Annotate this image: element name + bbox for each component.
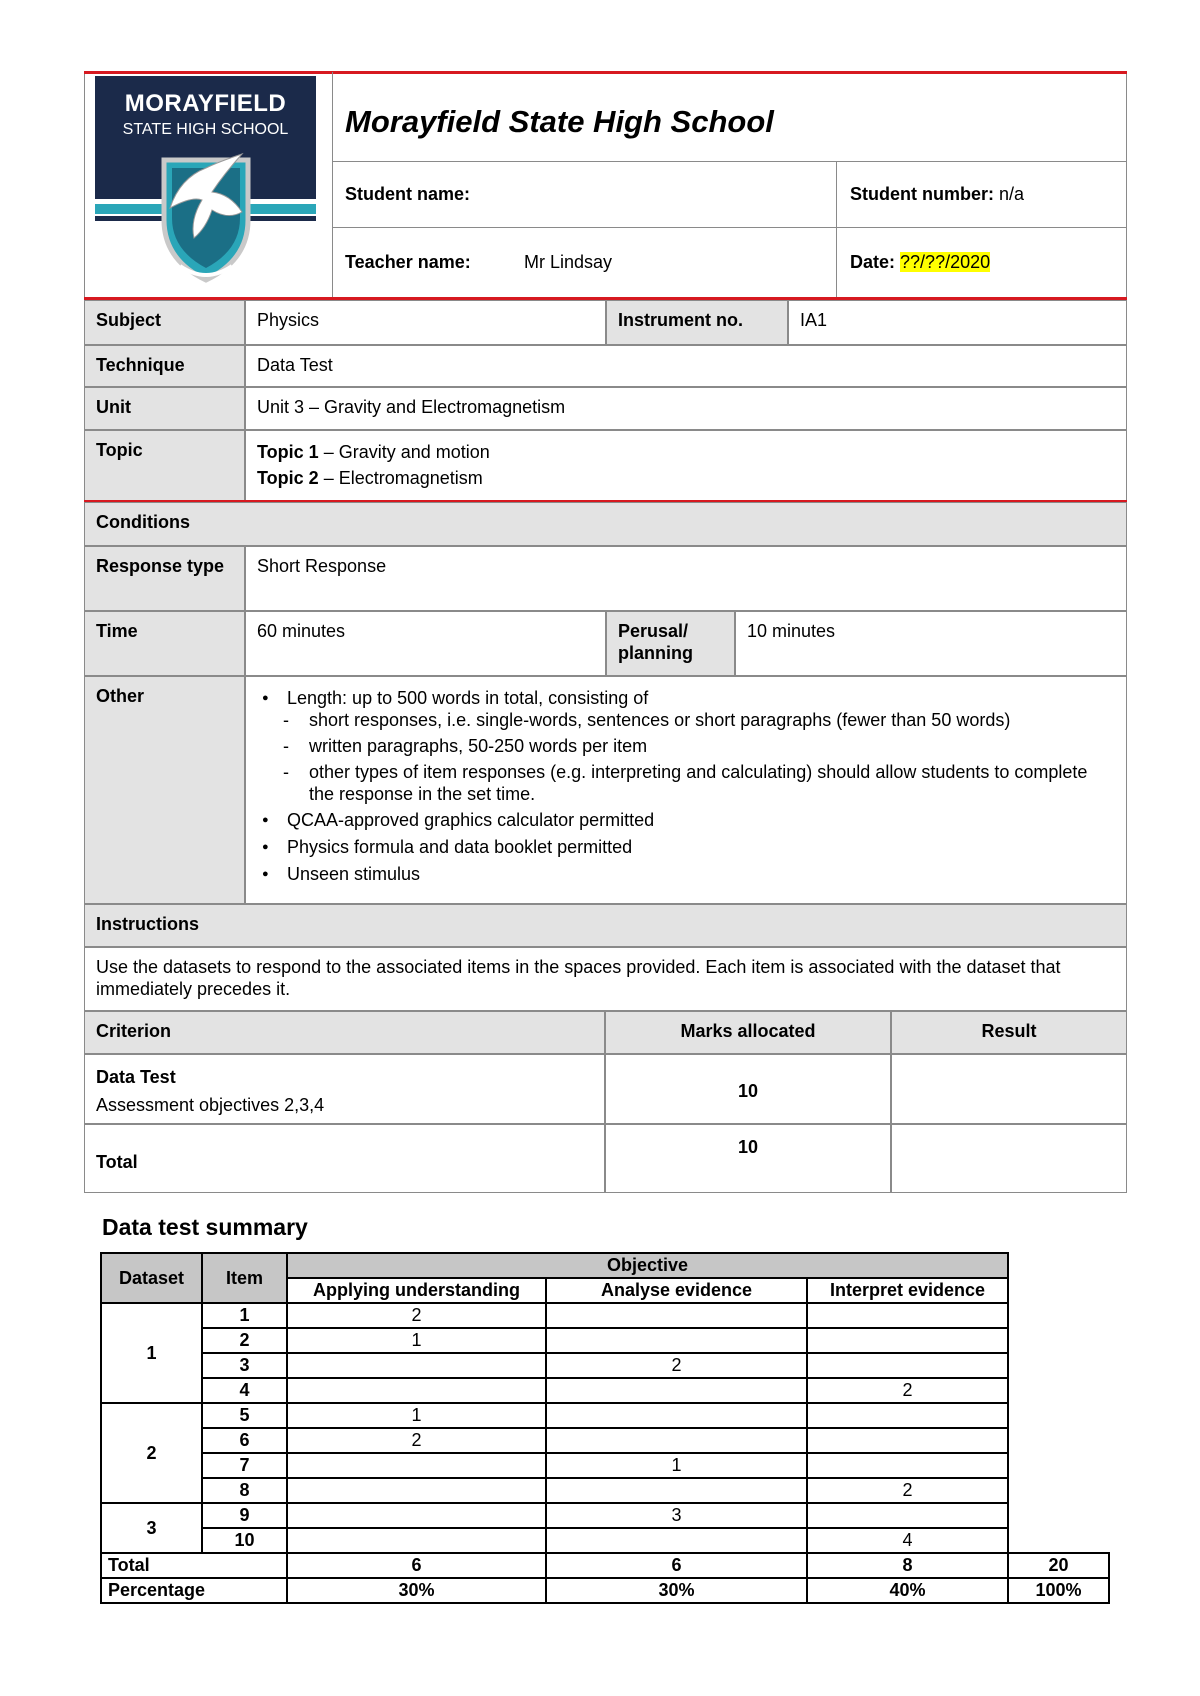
other-label: Other [84,676,245,904]
table-row [101,1453,1109,1478]
table-cell [546,1428,807,1453]
table-cell: 2 [287,1428,546,1453]
table-cell [546,1478,807,1503]
school-title: Morayfield State High School [345,104,774,139]
table-cell: 8 [202,1478,287,1503]
other-list [257,687,1115,885]
table-cell: 6 [202,1428,287,1453]
table-cell [807,1328,1008,1353]
time-value: 60 minutes [245,611,606,676]
table-cell [807,1453,1008,1478]
table-cell [807,1303,1008,1328]
summary-heading: Data test summary [102,1214,308,1240]
table-cell: Total [101,1553,287,1578]
table-cell: 3 [202,1353,287,1378]
table-cell: 6 [546,1553,807,1578]
table-cell: 2 [546,1353,807,1378]
topic-line: Topic 2 – Electromagnetism [257,468,483,488]
total-result[interactable] [891,1124,1127,1193]
table-row [101,1403,1109,1428]
table-cell: 1 [546,1453,807,1478]
list-item: ● Length: up to 500 words in total, consisting of - short responses, i.e. single-words, sentences or short paragraphs (fewer than 50 words) - written paragraphs, 50-250 words per item - other types of item responses (e.g. interpreting and calculating) should allow students to complete the response in the set time. [287,687,1115,805]
marks-allocated-header: Marks allocated [605,1011,891,1054]
list-item: - short responses, i.e. single-words, sentences or short paragraphs (fewer than 50 words) [309,709,1115,731]
result-data-test[interactable] [891,1054,1127,1124]
table-row [101,1428,1109,1453]
table-row [101,1503,1109,1528]
table-cell [1008,1278,1109,1303]
table-cell: 5 [202,1403,287,1428]
table-cell: 8 [807,1553,1008,1578]
table-cell: 40% [807,1578,1008,1603]
table-cell [807,1403,1008,1428]
technique-value: Data Test [245,345,1127,387]
table-cell [1008,1428,1109,1453]
table-cell [546,1378,807,1403]
table-cell: 100% [1008,1578,1109,1603]
table-cell: 2 [287,1303,546,1328]
table-cell: 20 [1008,1553,1109,1578]
perusal-value: 10 minutes [735,611,1127,676]
dataset-cell: 1 [101,1303,202,1403]
summary-percentage-row [101,1578,1109,1603]
table-cell [1008,1378,1109,1403]
eagle-shield-icon [150,138,262,286]
table-cell: 1 [202,1303,287,1328]
table-cell: 3 [546,1503,807,1528]
table-cell [1008,1453,1109,1478]
student-number-field[interactable] [850,184,1024,205]
other-value [245,676,1127,904]
table-cell [1008,1528,1109,1553]
date-value: ??/??/2020 [900,252,991,272]
dataset-header: Dataset [101,1253,202,1303]
table-cell: 4 [807,1528,1008,1553]
table-cell: Percentage [101,1578,287,1603]
teacher-name-label: Teacher name: [345,252,471,272]
table-cell: 1 [287,1403,546,1428]
table-cell [546,1328,807,1353]
table-cell: 2 [807,1378,1008,1403]
subject-value: Physics [245,300,606,345]
topic-line: Topic 1 – Gravity and motion [257,442,490,462]
table-cell [807,1353,1008,1378]
topic-label: Topic [84,430,245,501]
marks-data-test: 10 [605,1054,891,1124]
date-field[interactable] [850,252,990,273]
teacher-name-value[interactable]: Mr Lindsay [524,252,613,272]
applying-header: Applying understanding [287,1278,546,1303]
student-number-value: n/a [999,184,1025,204]
total-label: Total [84,1124,605,1193]
list-item: ● Physics formula and data booklet permitted [287,836,1115,858]
unit-value: Unit 3 – Gravity and Electromagnetism [245,387,1127,430]
topic-value [245,430,1127,501]
school-logo: MORAYFIELD STATE HIGH SCHOOL [95,76,316,290]
analyse-header: Analyse evidence [546,1278,807,1303]
criterion-header: Criterion [84,1011,605,1054]
subject-label: Subject [84,300,245,345]
table-cell: 4 [202,1378,287,1403]
total-marks: 10 [605,1124,891,1193]
table-cell [1008,1403,1109,1428]
table-cell [807,1428,1008,1453]
header-top-rule [84,71,1127,74]
criterion-data-test: Data Test Assessment objectives 2,3,4 [84,1054,605,1124]
table-cell [287,1353,546,1378]
interpret-header: Interpret evidence [807,1278,1008,1303]
table-cell [807,1503,1008,1528]
student-number-label: Student number: [850,184,994,204]
table-row [101,1378,1109,1403]
table-row [101,1353,1109,1378]
table-row [101,1328,1109,1353]
table-row [101,1303,1109,1328]
table-cell [1008,1478,1109,1503]
table-cell: 30% [546,1578,807,1603]
dataset-cell: 2 [101,1403,202,1503]
item-header: Item [202,1253,287,1303]
table-cell [287,1378,546,1403]
table-cell [1008,1303,1109,1328]
date-label: Date: [850,252,896,272]
table-cell: 6 [287,1553,546,1578]
table-cell [287,1503,546,1528]
instructions-heading: Instructions [84,904,1127,947]
technique-label: Technique [84,345,245,387]
table-cell: 7 [202,1453,287,1478]
table-cell [546,1403,807,1428]
time-label: Time [84,611,245,676]
summary-total-row [101,1553,1109,1578]
student-name-label: Student name: [345,184,471,204]
response-type-label: Response type [84,546,245,611]
table-cell [1008,1353,1109,1378]
table-row [101,1478,1109,1503]
table-cell [546,1528,807,1553]
objective-header: Objective [287,1253,1008,1278]
list-item: - written paragraphs, 50-250 words per item [309,735,1115,757]
perusal-label: Perusal/ planning [606,611,735,676]
list-item: ● QCAA-approved graphics calculator permitted [287,809,1115,831]
dataset-cell: 3 [101,1503,202,1553]
table-cell: 9 [202,1503,287,1528]
table-cell: 1 [287,1328,546,1353]
table-row [101,1528,1109,1553]
list-item: ● Unseen stimulus [287,863,1115,885]
table-cell: 10 [202,1528,287,1553]
table-cell: 2 [202,1328,287,1353]
unit-label: Unit [84,387,245,430]
result-header: Result [891,1011,1127,1054]
table-cell: 30% [287,1578,546,1603]
conditions-heading: Conditions [84,502,1127,546]
table-cell [1008,1253,1109,1278]
table-cell [287,1478,546,1503]
table-cell [1008,1328,1109,1353]
table-cell [1008,1503,1109,1528]
instrument-label: Instrument no. [606,300,788,345]
table-cell: 2 [807,1478,1008,1503]
student-name-field[interactable] [490,184,820,208]
instructions-text: Use the datasets to respond to the associated items in the spaces provided. Each item is associated with the dataset that immediately precedes it. [84,947,1127,1011]
header-grid-left-border [332,72,333,298]
table-cell [287,1528,546,1553]
response-type-value: Short Response [245,546,1127,611]
summary-table [100,1252,1110,1604]
list-item: - other types of item responses (e.g. interpreting and calculating) should allow students to complete the response in the set time. [309,761,1115,805]
table-cell [287,1453,546,1478]
instrument-value: IA1 [788,300,1127,345]
table-cell [546,1303,807,1328]
